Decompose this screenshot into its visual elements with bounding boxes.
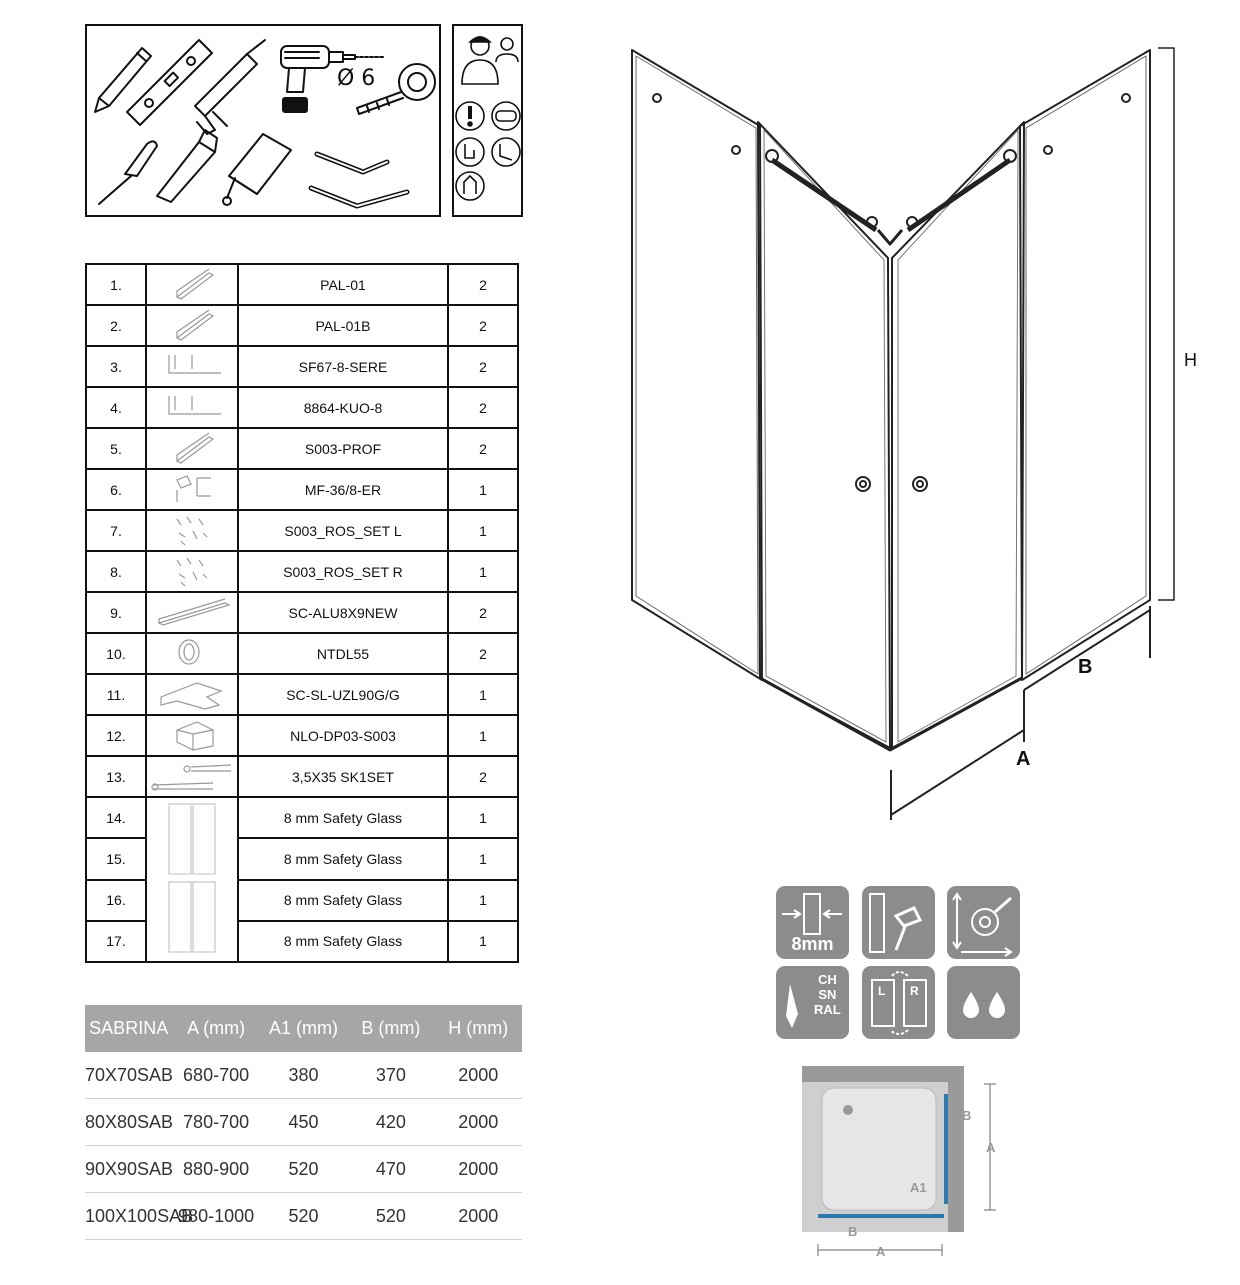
dimensions-table bbox=[85, 1005, 522, 1240]
dimensions-header-row bbox=[85, 1005, 522, 1052]
pencil-icon bbox=[95, 48, 151, 112]
glass-thickness-icon bbox=[776, 886, 849, 959]
left-rail bbox=[772, 160, 876, 230]
block-icon bbox=[146, 715, 238, 756]
finish-options-icon bbox=[776, 966, 849, 1039]
part-number: 10. bbox=[86, 633, 146, 674]
part-code: SC-ALU8X9NEW bbox=[238, 592, 448, 633]
water-repellent-icon bbox=[947, 966, 1020, 1039]
safety-glass-icon bbox=[862, 886, 935, 959]
tools-illustration bbox=[87, 26, 439, 215]
left-letter: L bbox=[878, 984, 886, 998]
seal-icon bbox=[146, 346, 238, 387]
knob-icon bbox=[913, 477, 927, 491]
header-b: B (mm) bbox=[347, 1005, 434, 1052]
part-quantity: 2 bbox=[448, 305, 518, 346]
height-label: H bbox=[1184, 350, 1197, 370]
a1-cell: 450 bbox=[260, 1099, 347, 1146]
utility-knife-icon bbox=[157, 130, 217, 202]
safety-icons bbox=[454, 26, 521, 215]
tools-panel bbox=[85, 24, 441, 217]
part-number: 3. bbox=[86, 346, 146, 387]
h-cell: 2000 bbox=[435, 1099, 522, 1146]
a-dimension-line bbox=[891, 690, 1024, 820]
corner-connector-icon bbox=[146, 674, 238, 715]
model-cell: 90X90SAB bbox=[85, 1146, 172, 1193]
a-cell: 880-900 bbox=[172, 1146, 259, 1193]
floor-plan bbox=[800, 1064, 1010, 1264]
table-row bbox=[86, 756, 518, 797]
table-row bbox=[86, 674, 518, 715]
left-fixed-glass bbox=[632, 50, 762, 680]
spirit-level-icon bbox=[127, 40, 212, 125]
part-number: 11. bbox=[86, 674, 146, 715]
part-quantity: 1 bbox=[448, 674, 518, 715]
part-quantity: 1 bbox=[448, 715, 518, 756]
bar-icon bbox=[146, 592, 238, 633]
screw-dowel-icon bbox=[146, 756, 238, 797]
part-code: 8 mm Safety Glass bbox=[238, 880, 448, 921]
table-row bbox=[85, 1193, 522, 1240]
part-code: MF-36/8-ER bbox=[238, 469, 448, 510]
b-cell: 520 bbox=[347, 1193, 434, 1240]
profile-icon bbox=[146, 305, 238, 346]
part-code: 3,5X35 SK1SET bbox=[238, 756, 448, 797]
h-cell: 2000 bbox=[435, 1052, 522, 1099]
part-code: 8 mm Safety Glass bbox=[238, 921, 448, 962]
part-code: 8 mm Safety Glass bbox=[238, 797, 448, 838]
knob-icon bbox=[856, 477, 870, 491]
seal-icon bbox=[146, 387, 238, 428]
h-cell: 2000 bbox=[435, 1193, 522, 1240]
a1-cell: 520 bbox=[260, 1193, 347, 1240]
part-code: 8 mm Safety Glass bbox=[238, 838, 448, 879]
b-cell: 470 bbox=[347, 1146, 434, 1193]
hardware-set-icon bbox=[146, 551, 238, 592]
table-row bbox=[86, 715, 518, 756]
b-cell: 420 bbox=[347, 1099, 434, 1146]
plan-a1-label: A1 bbox=[910, 1180, 927, 1195]
finish-sn: SN bbox=[818, 987, 837, 1002]
part-number: 2. bbox=[86, 305, 146, 346]
part-code: NTDL55 bbox=[238, 633, 448, 674]
finish-ral: RAL bbox=[814, 1002, 841, 1017]
part-number: 8. bbox=[86, 551, 146, 592]
drill-bit-size: Ø 6 bbox=[337, 66, 376, 91]
model-cell: 80X80SAB bbox=[85, 1099, 172, 1146]
table-row bbox=[86, 387, 518, 428]
b-cell: 370 bbox=[347, 1052, 434, 1099]
finish-ch: CH bbox=[817, 972, 837, 987]
part-number: 1. bbox=[86, 264, 146, 305]
a-label: A bbox=[1016, 748, 1031, 770]
part-code: SC-SL-UZL90G/G bbox=[238, 674, 448, 715]
table-row bbox=[86, 346, 518, 387]
part-code: PAL-01 bbox=[238, 264, 448, 305]
table-row bbox=[86, 551, 518, 592]
part-number: 16. bbox=[86, 880, 146, 921]
table-row bbox=[85, 1146, 522, 1193]
safety-panel bbox=[452, 24, 523, 217]
table-row bbox=[85, 1099, 522, 1146]
magnet-seal-icon bbox=[146, 469, 238, 510]
a1-cell: 380 bbox=[260, 1052, 347, 1099]
lift-icon bbox=[456, 172, 484, 200]
table-row bbox=[86, 305, 518, 346]
part-code: PAL-01B bbox=[238, 305, 448, 346]
part-quantity: 1 bbox=[448, 921, 518, 962]
profile-icon bbox=[146, 428, 238, 469]
hacksaw-icon bbox=[223, 134, 291, 205]
part-quantity: 1 bbox=[448, 838, 518, 879]
part-quantity: 2 bbox=[448, 387, 518, 428]
part-number: 12. bbox=[86, 715, 146, 756]
parts-table bbox=[85, 263, 519, 963]
part-code: S003_ROS_SET R bbox=[238, 551, 448, 592]
gloves-icon bbox=[456, 138, 484, 166]
glass-panel-icon bbox=[146, 797, 238, 962]
part-quantity: 2 bbox=[448, 346, 518, 387]
right-sliding-door bbox=[892, 122, 1024, 748]
header-h: H (mm) bbox=[435, 1005, 522, 1052]
table-row bbox=[86, 469, 518, 510]
plan-a-bottom-label: A bbox=[876, 1244, 886, 1259]
measuring-icon bbox=[947, 886, 1020, 959]
part-code: NLO-DP03-S003 bbox=[238, 715, 448, 756]
header-model: SABRINA bbox=[85, 1005, 172, 1052]
part-quantity: 1 bbox=[448, 469, 518, 510]
part-number: 15. bbox=[86, 838, 146, 879]
part-number: 7. bbox=[86, 510, 146, 551]
part-number: 14. bbox=[86, 797, 146, 838]
part-number: 6. bbox=[86, 469, 146, 510]
right-rail bbox=[908, 160, 1010, 230]
profile-icon bbox=[146, 264, 238, 305]
a-cell: 780-700 bbox=[172, 1099, 259, 1146]
part-number: 9. bbox=[86, 592, 146, 633]
plan-b-bottom-label: B bbox=[848, 1224, 858, 1239]
part-quantity: 1 bbox=[448, 551, 518, 592]
warning-icon bbox=[456, 102, 484, 130]
enclosure-drawing bbox=[600, 30, 1220, 830]
hardware-set-icon bbox=[146, 510, 238, 551]
goggles-icon bbox=[492, 102, 520, 130]
part-number: 5. bbox=[86, 428, 146, 469]
right-fixed-glass bbox=[1020, 50, 1150, 680]
part-quantity: 1 bbox=[448, 510, 518, 551]
silicone-gun-icon bbox=[195, 40, 265, 134]
plan-b-side-label: B bbox=[962, 1108, 972, 1123]
left-sliding-door bbox=[758, 122, 890, 748]
two-installers-icon bbox=[462, 37, 518, 84]
height-dimension-line bbox=[1158, 48, 1174, 600]
a-cell: 680-700 bbox=[172, 1052, 259, 1099]
a-cell: 980-1000 bbox=[172, 1193, 259, 1240]
table-row bbox=[86, 428, 518, 469]
part-quantity: 2 bbox=[448, 428, 518, 469]
part-code: S003-PROF bbox=[238, 428, 448, 469]
table-row bbox=[86, 592, 518, 633]
thickness-label: 8mm bbox=[791, 934, 834, 954]
part-code: SF67-8-SERE bbox=[238, 346, 448, 387]
safety-shoes-icon bbox=[492, 138, 520, 166]
table-row bbox=[85, 1052, 522, 1099]
screwdriver-icon bbox=[99, 141, 157, 204]
a1-cell: 520 bbox=[260, 1146, 347, 1193]
model-cell: 100X100SAB bbox=[85, 1193, 172, 1240]
part-quantity: 2 bbox=[448, 264, 518, 305]
right-letter: R bbox=[910, 984, 919, 998]
part-code: S003_ROS_SET L bbox=[238, 510, 448, 551]
b-label: B bbox=[1078, 656, 1093, 678]
header-a: A (mm) bbox=[172, 1005, 259, 1052]
part-quantity: 1 bbox=[448, 880, 518, 921]
h-cell: 2000 bbox=[435, 1146, 522, 1193]
part-quantity: 2 bbox=[448, 592, 518, 633]
table-row bbox=[86, 633, 518, 674]
plan-a-side-label: A bbox=[986, 1140, 996, 1155]
part-quantity: 2 bbox=[448, 756, 518, 797]
part-number: 13. bbox=[86, 756, 146, 797]
part-number: 4. bbox=[86, 387, 146, 428]
table-row bbox=[86, 510, 518, 551]
table-row bbox=[86, 797, 518, 838]
part-code: 8864-KUO-8 bbox=[238, 387, 448, 428]
reversible-icon bbox=[862, 966, 935, 1039]
knob-icon bbox=[146, 633, 238, 674]
table-row bbox=[86, 264, 518, 305]
part-quantity: 2 bbox=[448, 633, 518, 674]
model-cell: 70X70SAB bbox=[85, 1052, 172, 1099]
part-quantity: 1 bbox=[448, 797, 518, 838]
allen-key-icon bbox=[311, 154, 407, 206]
header-a1: A1 (mm) bbox=[260, 1005, 347, 1052]
part-number: 17. bbox=[86, 921, 146, 962]
